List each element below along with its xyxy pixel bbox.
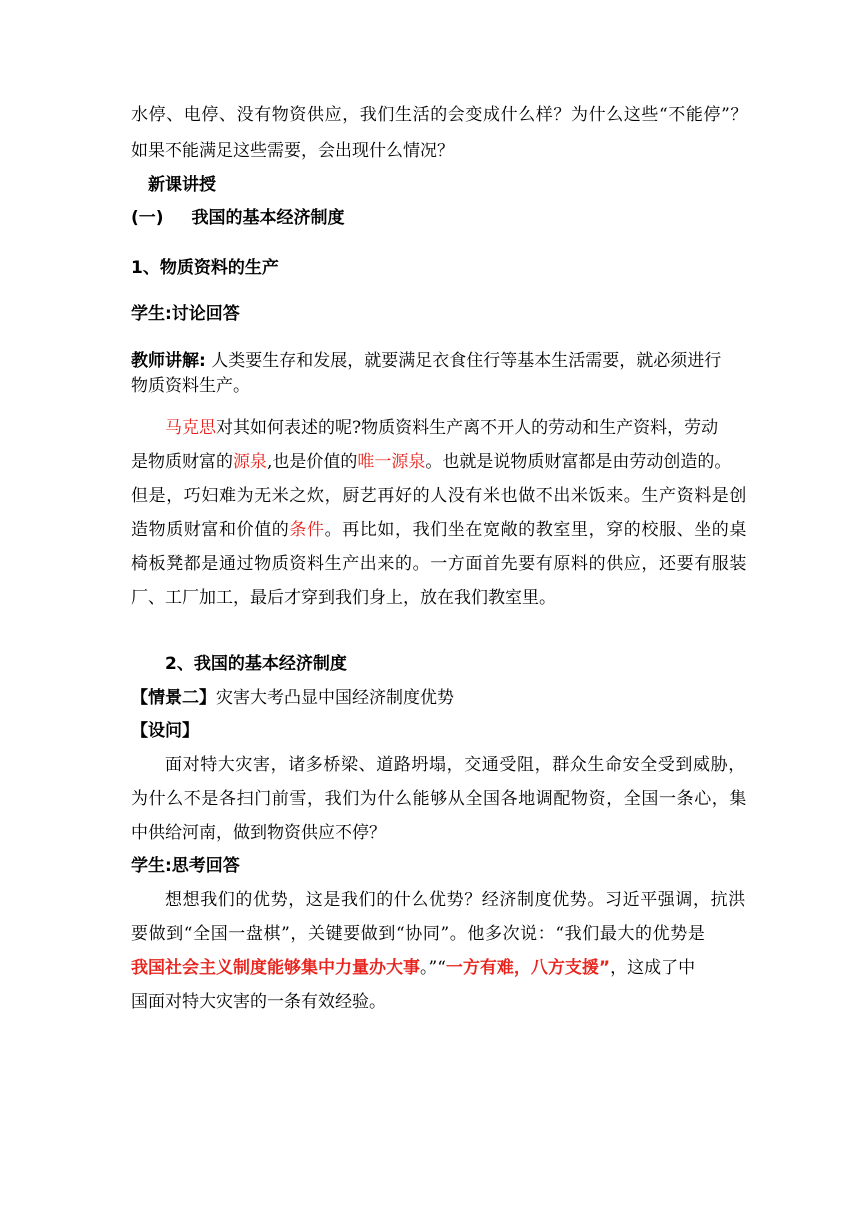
para1-text: ,也是价值的 — [267, 452, 358, 472]
scene-text: 灾害大考凸显中国经济制度优势 — [216, 688, 454, 708]
scene-label: 【情景二】 — [131, 688, 216, 708]
intro-line-1: 水停、电停、没有物资供应，我们生活的会变成什么样？为什么这些“不能停”？ — [131, 105, 748, 125]
para1-line-4 — [131, 519, 747, 541]
teacher-colon: : — [199, 351, 206, 371]
section-heading-1 — [131, 207, 344, 229]
para1-text: 造物质财富和价值的 — [131, 520, 290, 540]
answer-text: ，这成了中 — [610, 958, 696, 978]
para1-line-2 — [131, 451, 731, 473]
answer-line-2: 要做到“全国一盘棋”，关键要做到“协同”。他多次说：“我们最大的优势是 — [131, 924, 706, 944]
highlight-source: 源泉 — [233, 452, 267, 472]
highlight-socialism: 我国社会主义制度能够集中力量办大事 — [131, 958, 420, 978]
answer-line-1: 想想我们的优势，这是我们的什么优势？经济制度优势。习近平强调，抗洪 — [165, 890, 746, 910]
para1-text: 。再比如，我们坐在宽敞的教室里，穿的校服、坐的桌 — [324, 520, 748, 540]
intro-line-2: 如果不能满足这些需要，会出现什么情况？ — [131, 141, 454, 161]
para1-line-1 — [165, 417, 718, 439]
para1-line-3: 但是，巧妇难为无米之炊，厨艺再好的人没有米也做不出米饭来。生产资料是创 — [131, 486, 747, 506]
question-label: 【设问】 — [131, 721, 199, 741]
para1-line-6: 厂、工厂加工，最后才穿到我们身上，放在我们教室里。 — [131, 588, 556, 608]
answer-line-4: 国面对特大灾害的一条有效经验。 — [131, 992, 386, 1012]
section-number: (一) — [131, 208, 164, 228]
answer-text: 。”“ — [420, 958, 446, 978]
highlight-only-source: 唯一源泉 — [357, 452, 426, 472]
question-line-3: 中供给河南，做到物资供应不停？ — [131, 823, 386, 843]
subheading-2: 2、我国的基本经济制度 — [165, 654, 347, 674]
highlight-mutual-aid: 一方有难，八方支援” — [445, 958, 611, 978]
teacher-explain-line-2: 物质资料生产。 — [131, 376, 250, 396]
para1-text: 。也就是说物质财富都是由劳动创造的。 — [425, 452, 732, 472]
teacher-text: 人类要生存和发展，就要满足衣食住行等基本生活需要，就必须进行 — [211, 351, 722, 371]
answer-line-3 — [131, 957, 695, 979]
student-label-1: 学生:讨论回答 — [131, 304, 240, 324]
highlight-marx: 马克思 — [165, 418, 216, 438]
heading-new-lesson: 新课讲授 — [148, 175, 216, 195]
subheading-1: 1、物质资料的生产 — [131, 258, 279, 278]
scene-line — [131, 687, 454, 709]
para1-text: 对其如何表述的呢?物质资料生产离不开人的劳动和生产资料，劳动 — [216, 418, 719, 438]
student-label-2: 学生:思考回答 — [131, 856, 240, 876]
highlight-condition: 条件 — [289, 520, 325, 540]
question-line-1: 面对特大灾害，诸多桥梁、道路坍塌，交通受阻，群众生命安全受到威胁， — [165, 755, 746, 775]
para1-line-5: 椅板凳都是通过物质资料生产出来的。一方面首先要有原料的供应，还要有服装 — [131, 554, 747, 574]
section-title: 我国的基本经济制度 — [191, 208, 345, 228]
para1-text: 是物质财富的 — [131, 452, 233, 472]
question-line-2: 为什么不是各扫门前雪，我们为什么能够从全国各地调配物资，全国一条心，集 — [131, 789, 747, 809]
teacher-label: 教师讲解 — [131, 351, 199, 371]
teacher-explain-line-1 — [131, 350, 721, 372]
